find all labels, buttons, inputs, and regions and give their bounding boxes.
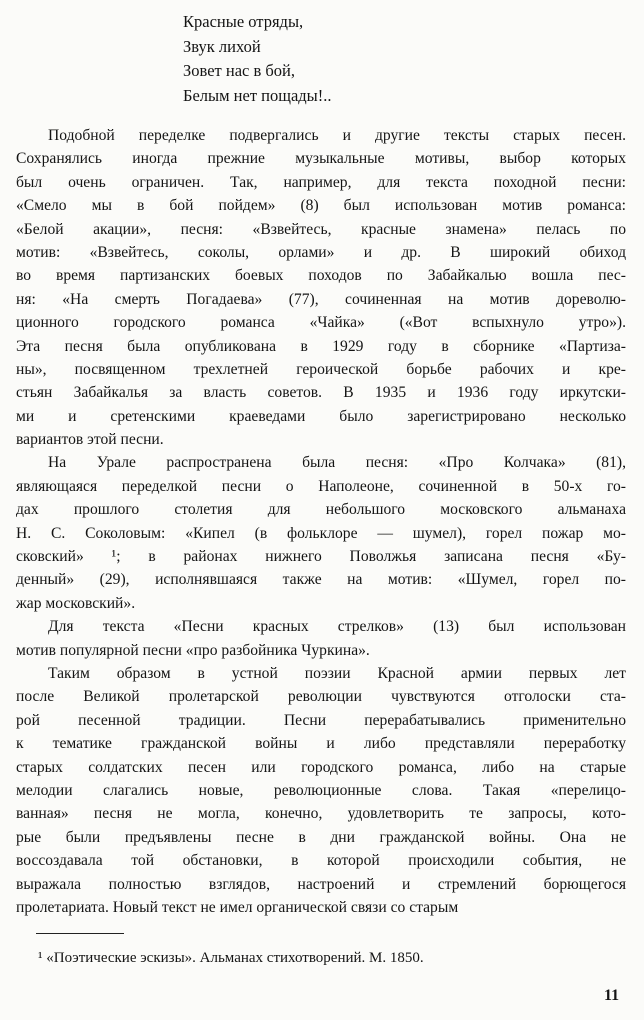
main-text xyxy=(16,124,626,919)
text-line: Подобной переделке подвергались и другие тексты старых песен. xyxy=(48,127,626,144)
text-line: пролетариата. Новый текст не имел органической связи со старым xyxy=(16,898,459,916)
text-line: Сохранялись иногда прежние музыкальные мотивы, выбор которых xyxy=(16,150,626,168)
text-line: стьян Забайкалья за власть советов. В 1935 и 1936 году иркутски- xyxy=(16,384,626,402)
paragraph xyxy=(16,615,626,662)
text-line: денный» (29), исполнявшаяся также на мотив: «Шумел, горел по- xyxy=(16,571,626,589)
text-line: к тематике гражданской войны и либо представляли переработку xyxy=(16,735,626,753)
text-line: рые были предъявлены песне в дни гражданской войны. Она не xyxy=(16,828,626,846)
verse-line: Звук лихой xyxy=(183,36,261,56)
text-line: выражала полностью взглядов, настроений и стремлений борющегося xyxy=(16,875,626,893)
text-line: ня: «На смерть Погадаева» (77), сочиненная на мотив дореволю- xyxy=(16,290,626,308)
text-line: жар московский». xyxy=(16,594,136,612)
text-line: мелодии слагались новые, революционные слова. Такая «перелицо- xyxy=(16,781,626,799)
text-line: дах прошлого столетия для небольшого московского альманаха xyxy=(16,501,626,519)
text-line: воссоздавала той обстановки, в которой происходили события, не xyxy=(16,852,626,870)
text-line: ми и сретенскими краеведами было зарегистрировано несколько xyxy=(16,407,626,425)
text-line: старых солдатских песен или городского романса, либо на старые xyxy=(16,758,626,776)
text-line: Для текста «Песни красных стрелков» (13) был использован xyxy=(48,618,626,636)
verse-line: Зовет нас в бой, xyxy=(183,61,295,80)
footnote-separator xyxy=(36,933,124,934)
footnote: ¹ «Поэтические эскизы». Альманах стихотворений. М. 1850. xyxy=(38,950,424,966)
verse-epigraph xyxy=(183,10,332,108)
text-line: ны», посвященном трехлетней героической борьбе рабочих и кре- xyxy=(16,360,626,378)
paragraph xyxy=(16,451,626,615)
page-number: 11 xyxy=(604,987,620,1004)
text-line: Н. С. Соколовым: «Кипел (в фольклоре — шумел), горел пожар мо- xyxy=(16,524,626,542)
text-line: во время партизанских боевых походов по Забайкалью вошла пес- xyxy=(16,267,626,285)
text-line: «Белой акации», песня: «Взвейтесь, красные знамена» пелась по xyxy=(16,220,626,238)
text-line: Эта песня была опубликована в 1929 году в сборнике «Партиза- xyxy=(16,337,626,355)
text-line: На Урале распространена была песня: «Про Колчака» (81), xyxy=(48,454,626,472)
text-line: мотив: «Взвейтесь, соколы, орлами» и др. В широкий обиход xyxy=(16,243,626,261)
text-line: сковский» ¹; в районах нижнего Поволжья записана песня «Бу- xyxy=(16,548,626,566)
verse-line: Белым нет пощады!.. xyxy=(183,85,332,105)
text-line: после Великой пролетарской революции чувствуются отголоски ста- xyxy=(16,688,626,706)
paragraph xyxy=(16,124,626,451)
text-line: ционного городского романса «Чайка» («Вот вспыхнуло утро»). xyxy=(16,314,626,332)
text-line: ванная» песня не могла, конечно, удовлетворить те запросы, кото- xyxy=(16,805,626,823)
text-line: вариантов этой песни. xyxy=(16,431,164,449)
text-line: мотив популярной песни «про разбойника Чуркина». xyxy=(16,641,370,659)
verse-line: Красные отряды, xyxy=(183,12,304,31)
text-line: Таким образом в устной поэзии Красной армии первых лет xyxy=(48,664,626,682)
text-line: «Смело мы в бой пойдем» (8) был использован мотив романса: xyxy=(16,197,626,215)
text-line: рой песенной традиции. Песни перерабатывались применительно xyxy=(16,711,626,729)
text-line: был очень ограничен. Так, например, для текста походной песни: xyxy=(16,173,626,191)
text-line: являющаяся переделкой песни о Наполеоне, сочиненной в 50-х го- xyxy=(16,477,626,495)
paragraph xyxy=(16,662,626,919)
